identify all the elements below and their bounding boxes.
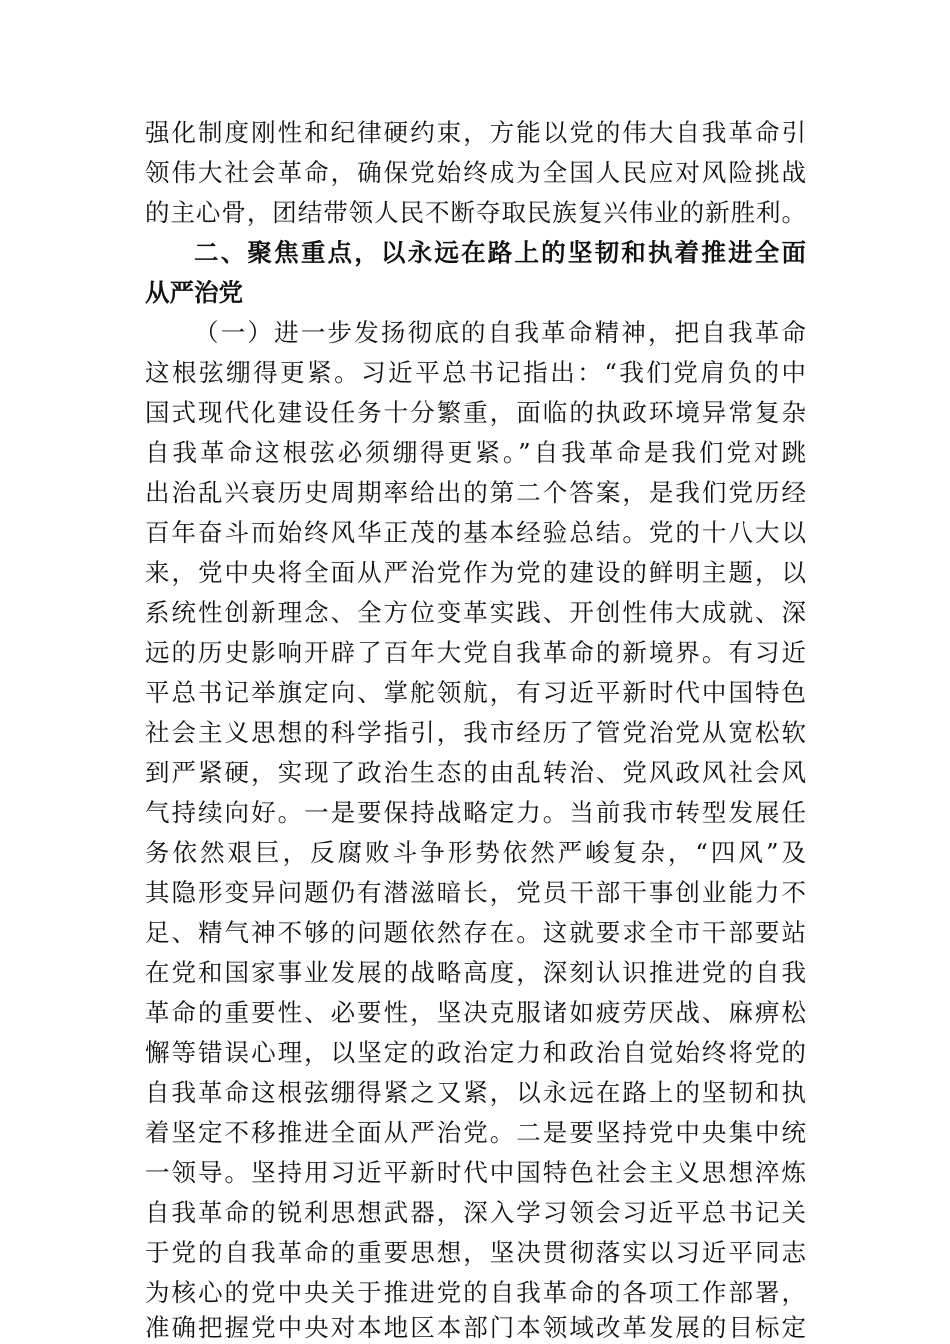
text-line: 准确把握党中央对本地区本部门本领域改革发展的目标定 bbox=[145, 1313, 806, 1342]
text-line: 领伟大社会革命，确保党始终成为全国人民应对风险挑战 bbox=[145, 158, 806, 187]
text-line: 自我革命的锐利思想武器，深入学习领会习近平总书记关 bbox=[145, 1198, 806, 1227]
text-line: 百年奋斗而始终风华正茂的基本经验总结。党的十八大以 bbox=[145, 518, 806, 547]
text-line: 这根弦绷得更紧。习近平总书记指出：“我们党肩负的中 bbox=[145, 358, 806, 387]
text-line: 来，党中央将全面从严治党作为党的建设的鲜明主题，以 bbox=[145, 558, 806, 587]
text-line: 一领导。坚持用习近平新时代中国特色社会主义思想淬炼 bbox=[145, 1158, 806, 1187]
text-line: 于党的自我革命的重要思想，坚决贯彻落实以习近平同志 bbox=[145, 1238, 806, 1267]
section-heading: 二、聚焦重点，以永远在路上的坚韧和执着推进全面 bbox=[194, 238, 806, 267]
text-line: 在党和国家事业发展的战略高度，深刻认识推进党的自我 bbox=[145, 958, 806, 987]
text-line: 的主心骨，团结带领人民不断夺取民族复兴伟业的新胜利。 bbox=[145, 198, 806, 227]
text-line: 社会主义思想的科学指引，我市经历了管党治党从宽松软 bbox=[145, 718, 806, 747]
text-line: 系统性创新理念、全方位变革实践、开创性伟大成就、深 bbox=[145, 598, 806, 627]
text-line: 自我革命这根弦必须绷得更紧。”自我革命是我们党对跳 bbox=[145, 438, 806, 467]
text-line: 务依然艰巨，反腐败斗争形势依然严峻复杂，“四风”及 bbox=[145, 838, 806, 867]
text-line: 着坚定不移推进全面从严治党。二是要坚持党中央集中统 bbox=[145, 1118, 806, 1147]
text-line: 为核心的党中央关于推进党的自我革命的各项工作部署， bbox=[145, 1278, 806, 1307]
text-line: 气持续向好。一是要保持战略定力。当前我市转型发展任 bbox=[145, 798, 806, 827]
subsection-heading: （一）进一步发扬彻底的自我革命精神，把自我革命 bbox=[194, 318, 806, 347]
text-line: 国式现代化建设任务十分繁重，面临的执政环境异常复杂 bbox=[145, 398, 806, 427]
text-line: 足、精气神不够的问题依然存在。这就要求全市干部要站 bbox=[145, 918, 806, 947]
text-line: 出治乱兴衰历史周期率给出的第二个答案，是我们党历经 bbox=[145, 478, 806, 507]
text-line: 到严紧硬，实现了政治生态的由乱转治、党风政风社会风 bbox=[145, 758, 806, 787]
text-line: 平总书记举旗定向、掌舵领航，有习近平新时代中国特色 bbox=[145, 678, 806, 707]
text-line: 革命的重要性、必要性，坚决克服诸如疲劳厌战、麻痹松 bbox=[145, 998, 806, 1027]
text-line: 自我革命这根弦绷得紧之又紧，以永远在路上的坚韧和执 bbox=[145, 1078, 806, 1107]
text-line: 强化制度刚性和纪律硬约束，方能以党的伟大自我革命引 bbox=[145, 118, 806, 147]
text-line: 远的历史影响开辟了百年大党自我革命的新境界。有习近 bbox=[145, 638, 806, 667]
text-line: 懈等错误心理，以坚定的政治定力和政治自觉始终将党的 bbox=[145, 1038, 806, 1067]
text-line: 其隐形变异问题仍有潜滋暗长，党员干部干事创业能力不 bbox=[145, 878, 806, 907]
section-heading-continued: 从严治党 bbox=[145, 278, 243, 307]
